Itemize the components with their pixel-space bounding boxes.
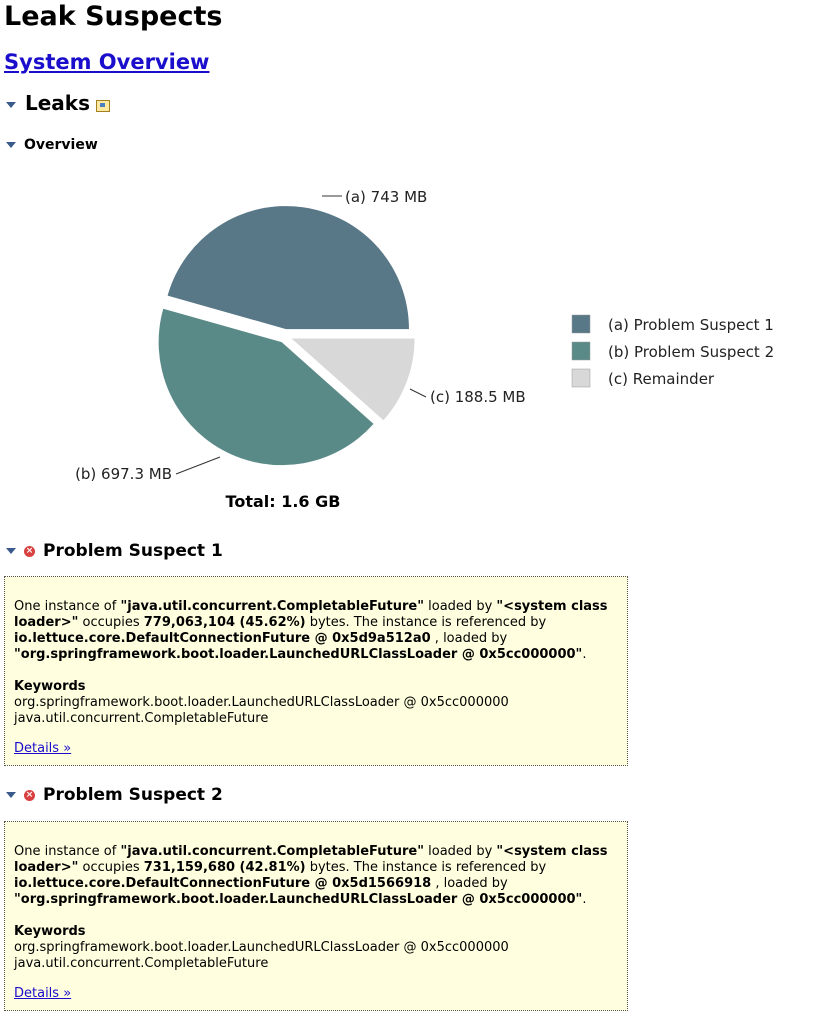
callout-line [176, 457, 220, 474]
legend-label: (a) Problem Suspect 1 [608, 316, 774, 334]
problem-suspect-2-header[interactable] [6, 784, 223, 806]
pie-slice-a [168, 206, 409, 329]
legend-label: (c) Remainder [608, 370, 715, 388]
leaks-heading: Leaks [25, 91, 91, 115]
keyword-item: org.springframework.boot.loader.LaunchedURLClassLoader @ 0x5cc000000 [14, 695, 509, 710]
error-icon: × [25, 545, 34, 556]
suspect-description: One instance of "java.util.concurrent.CompletableFuture" loaded by "<system class loader>" occupies 779,063,104 (45.62%) bytes. The instance is referenced by io.lettuce.core.DefaultConnectionFuture @ 0x5d9a512a0 , loaded by "org.springframework.boot.loader.LaunchedURLClassLoader @ 0x5cc000000". [14, 599, 608, 662]
problem-suspect-2-box [4, 821, 628, 1011]
legend-label: (b) Problem Suspect 2 [608, 343, 775, 361]
chart-legend [572, 315, 774, 388]
suspect-description: One instance of "java.util.concurrent.CompletableFuture" loaded by "<system class loader>" occupies 731,159,680 (42.81%) bytes. The instance is referenced by io.lettuce.core.DefaultConnectionFuture @ 0x5d1566918 , loaded by "org.springframework.boot.loader.LaunchedURLClassLoader @ 0x5cc000000". [14, 844, 608, 907]
keyword-item: org.springframework.boot.loader.LaunchedURLClassLoader @ 0x5cc000000 [14, 940, 509, 955]
overview-heading: Overview [24, 137, 98, 153]
pie-slices [159, 206, 415, 465]
export-icon[interactable] [96, 100, 110, 112]
keyword-item: java.util.concurrent.CompletableFuture [14, 956, 269, 971]
collapse-toggle-icon[interactable] [6, 792, 16, 798]
slice-data-label: (b) 697.3 MB [75, 465, 172, 483]
details-link[interactable]: Details » [14, 986, 72, 1001]
leaks-section-header[interactable] [6, 90, 110, 116]
collapse-toggle-icon[interactable] [6, 548, 16, 554]
chart-total-label: Total: 1.6 GB [225, 492, 341, 511]
error-icon: × [25, 789, 34, 800]
page-title: Leak Suspects [4, 1, 223, 32]
legend-swatch [572, 315, 590, 333]
slice-data-label: (c) 188.5 MB [430, 388, 526, 406]
problem-suspect-1-box [4, 576, 628, 766]
overview-section-header[interactable] [6, 136, 98, 154]
keywords-heading: Keywords [14, 679, 86, 694]
collapse-toggle-icon[interactable] [6, 102, 16, 108]
pie-chart [0, 170, 825, 530]
callout-line [410, 389, 426, 397]
slice-data-label: (a) 743 MB [345, 188, 428, 206]
problem-suspect-1-title: Problem Suspect 1 [43, 541, 223, 561]
legend-swatch [572, 342, 590, 360]
system-overview-link[interactable]: System Overview [4, 50, 210, 74]
collapse-toggle-icon[interactable] [6, 142, 16, 148]
keyword-item: java.util.concurrent.CompletableFuture [14, 711, 269, 726]
problem-suspect-2-title: Problem Suspect 2 [43, 785, 223, 805]
details-link[interactable]: Details » [14, 741, 72, 756]
problem-suspect-1-header[interactable] [6, 540, 223, 562]
legend-swatch [572, 369, 590, 387]
pie-slice-b [159, 309, 374, 465]
keywords-heading: Keywords [14, 924, 86, 939]
